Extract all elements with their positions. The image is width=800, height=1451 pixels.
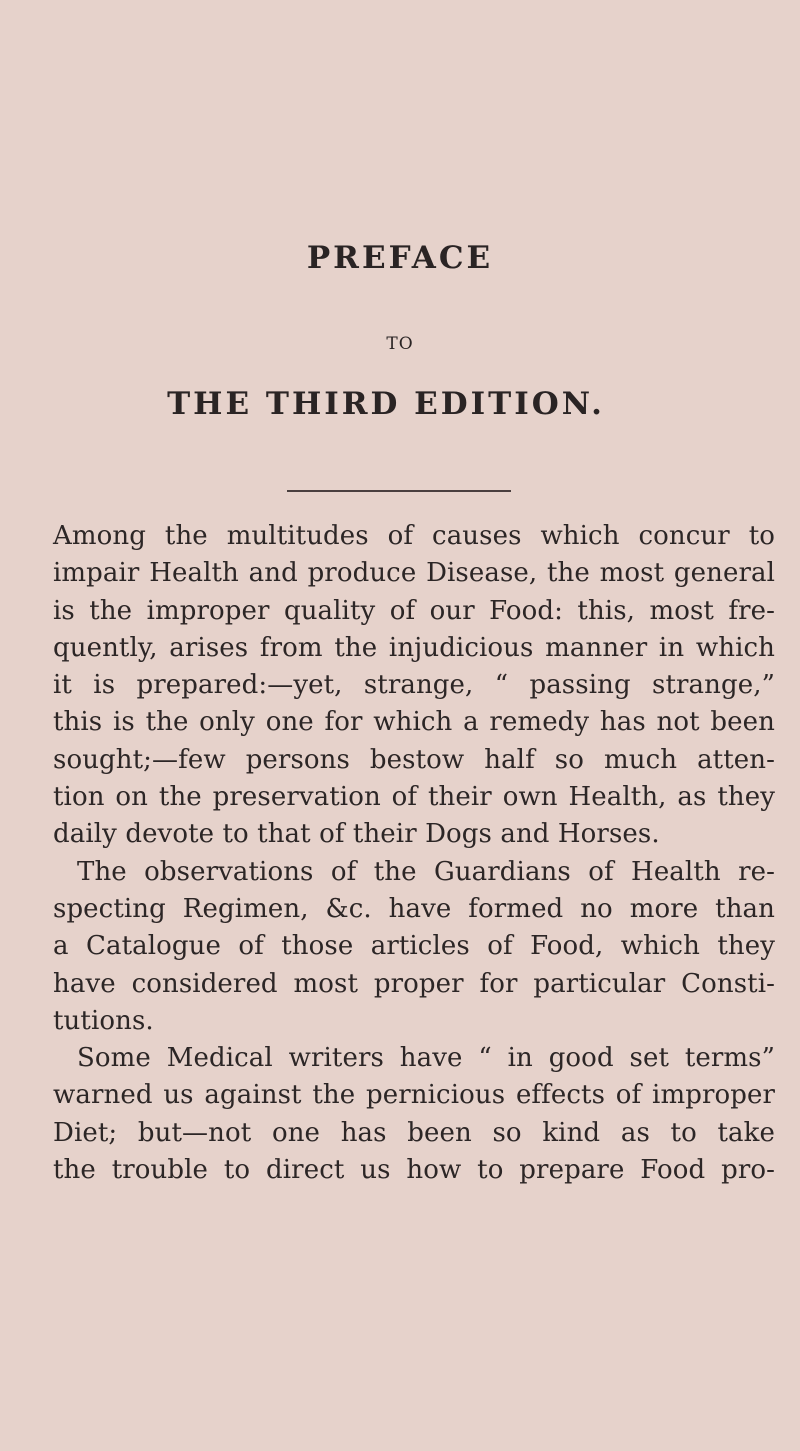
text-line: this is the only one for which a remedy has not been [53,707,775,738]
text-line: a Catalogue of those articles of Food, which they [53,931,775,962]
text-line: daily devote to that of their Dogs and Horses. [53,819,660,850]
title-divider [287,490,511,492]
text-line: is the improper quality of our Food: this, most fre- [53,595,775,626]
text-line: it is prepared:—yet, strange, “ passing strange,” [53,670,775,701]
text-line: tutions. [53,1005,154,1036]
text-line: the trouble to direct us how to prepare Food pro- [53,1155,775,1186]
text-line: sought;—few persons bestow half so much atten- [53,744,775,775]
text-line: The observations of the Guardians of Health re- [77,856,775,887]
text-line: Among the multitudes of causes which concur to [53,521,775,551]
text-line: tion on the preservation of their own Health, as they [53,782,775,813]
text-line: have considered most proper for particular Consti- [53,968,775,999]
text-line: specting Regimen, &c. have formed no more than [53,893,775,924]
edition-title: THE THIRD EDITION. [167,386,605,422]
text-line: impair Health and produce Disease, the most general [53,558,775,589]
text-line: warned us against the pernicious effects of improper [53,1080,775,1111]
preface-title: PREFACE [306,240,494,276]
preface-to: TO [386,334,414,354]
text-line: Some Medical writers have “ in good set terms” [77,1043,775,1074]
text-line: Diet; but—not one has been so kind as to take [53,1117,775,1148]
text-line: quently, arises from the injudicious manner in which [53,632,775,663]
preface-body [53,518,775,1189]
